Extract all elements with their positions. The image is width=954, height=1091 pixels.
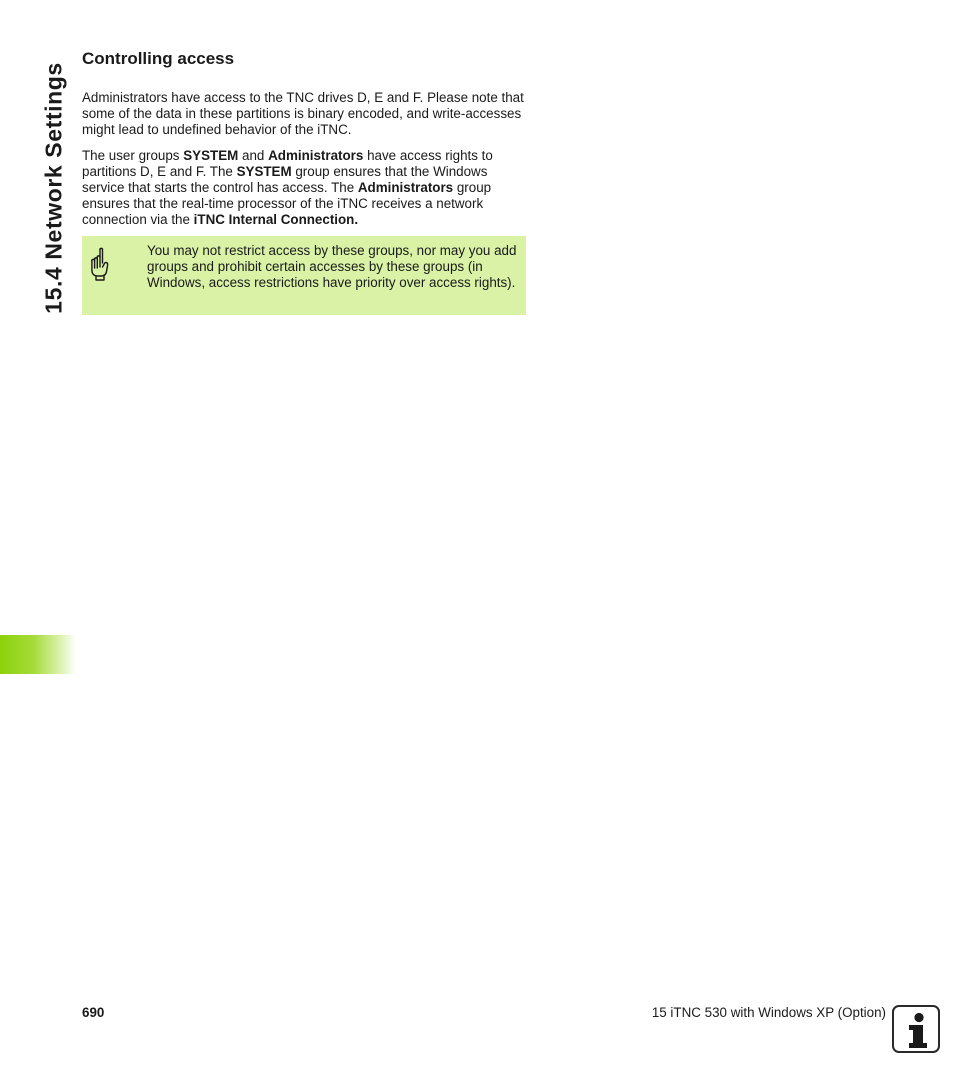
note-box bbox=[82, 236, 526, 315]
bold-term-itnc-internal-connection: iTNC Internal Connection. bbox=[193, 212, 359, 227]
paragraph-user-groups bbox=[82, 148, 527, 228]
note-text: You may not restrict access by these groups, nor may you add groups and prohibit certain accesses by these groups (in Windows, access restrictions have priority over access rights). bbox=[147, 243, 517, 290]
bold-term-administrators: Administrators bbox=[268, 148, 364, 163]
page-number: 690 bbox=[82, 1005, 105, 1020]
bold-term-administrators: Administrators bbox=[357, 180, 454, 195]
chapter-tab-marker bbox=[0, 635, 76, 674]
paragraph-drive-access: Administrators have access to the TNC drives D, E and F. Please note that some of the data in these partitions is binary encoded, and write-accesses might lead to undefined behavior of the iTNC. bbox=[82, 90, 524, 137]
chapter-side-title: 15.4 Network Settings bbox=[40, 62, 67, 314]
text-run: group ensures that the real-time processor of the iTNC receives a network connection via the bbox=[82, 180, 492, 227]
main-content bbox=[82, 48, 527, 238]
text-run: The user groups bbox=[82, 148, 184, 163]
bold-term-system: SYSTEM bbox=[236, 164, 292, 179]
bold-term-system: SYSTEM bbox=[183, 148, 239, 163]
text-run: group ensures that the Windows service that starts the control has access. The bbox=[82, 164, 488, 195]
text-run: and bbox=[238, 148, 269, 163]
pointing-hand-icon bbox=[88, 246, 116, 282]
info-icon[interactable] bbox=[892, 1005, 940, 1053]
section-heading: Controlling access bbox=[82, 49, 235, 68]
text-run: have access rights to partitions D, E and F. The bbox=[82, 148, 493, 179]
footer-chapter-text: 15 iTNC 530 with Windows XP (Option) bbox=[651, 1005, 886, 1020]
